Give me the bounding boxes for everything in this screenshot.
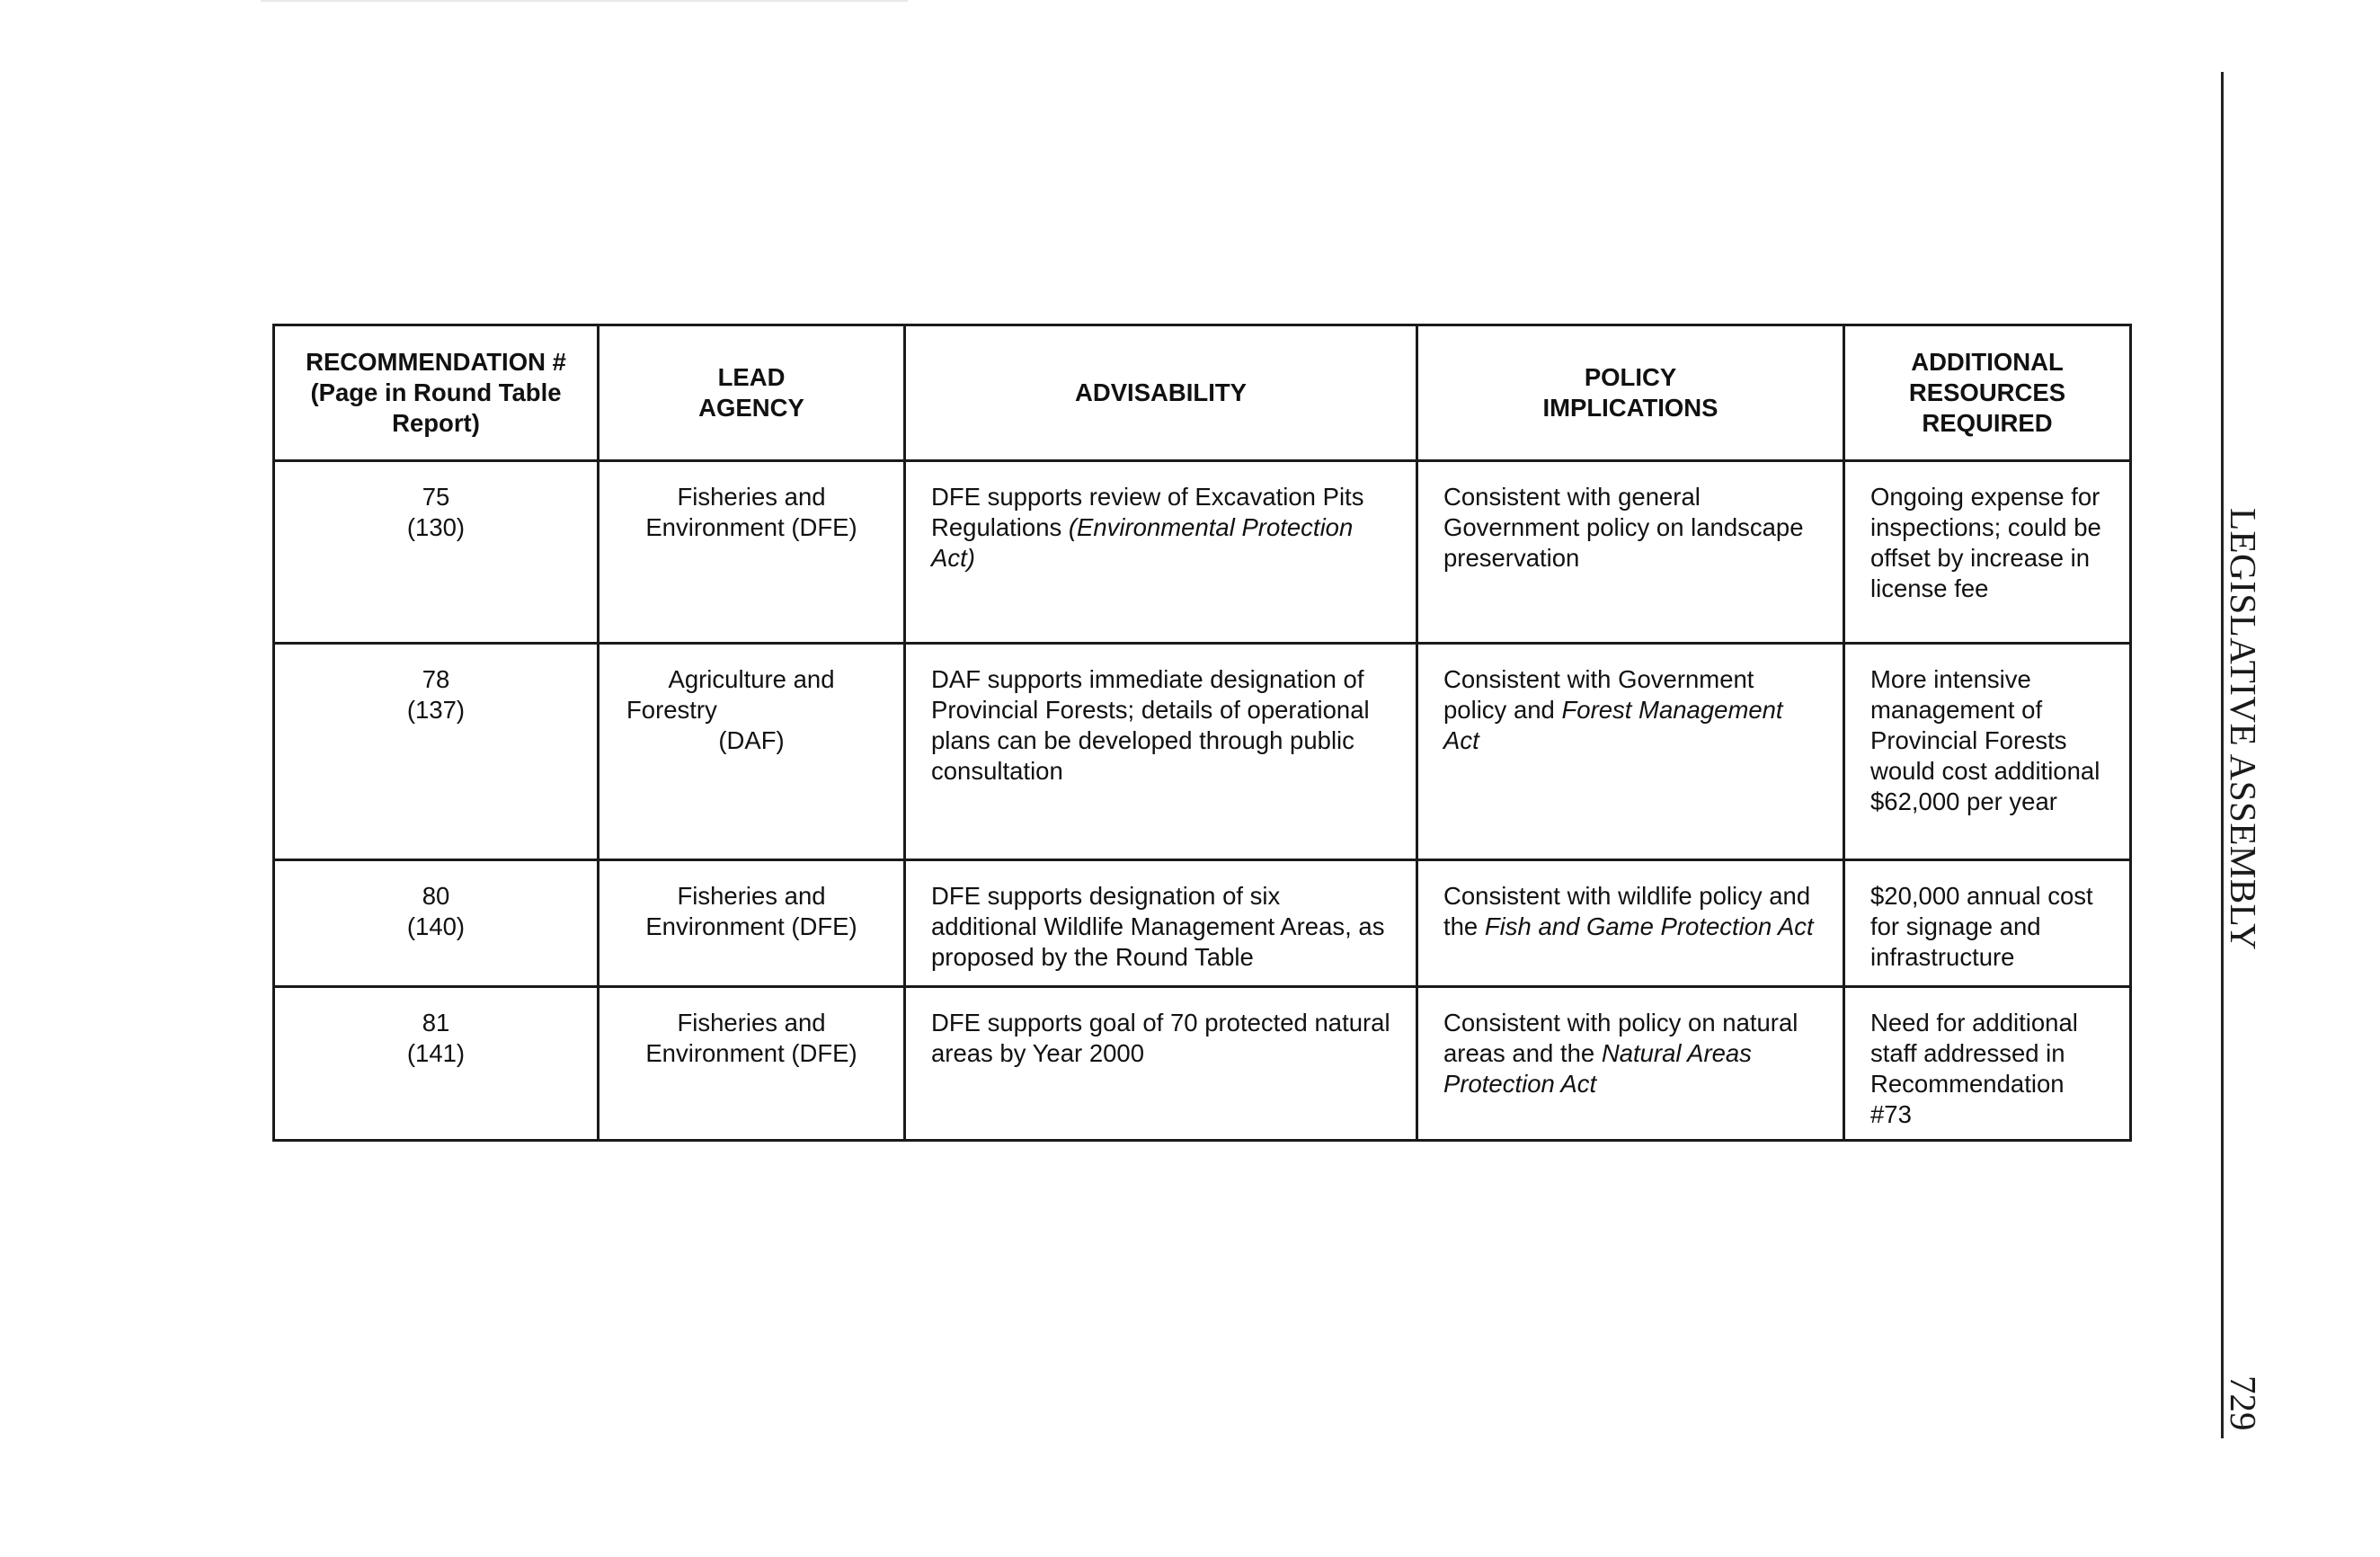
recommendation-number: 75 [422, 483, 450, 511]
resources-cell [1844, 461, 2131, 644]
recommendation-page: (140) [406, 912, 466, 940]
recommendation-number: 78 [422, 665, 450, 693]
policy-cell [1417, 860, 1844, 987]
header-line: (Page in Round Table [310, 378, 562, 406]
header-line: RECOMMENDATION # [306, 348, 566, 376]
recommendation-page: (141) [406, 1039, 466, 1067]
lead-agency-cell [599, 987, 905, 1141]
page-number: 729 [2223, 1375, 2264, 1431]
policy-cell [1417, 644, 1844, 860]
header-line: ADVISABILITY [1075, 378, 1247, 406]
agency-line: Agriculture and [668, 665, 835, 693]
policy-text: Consistent with policy on natural areas and the [1443, 1009, 1798, 1067]
policy-act: Forest Management Act [1443, 696, 1783, 754]
advisability-cell [905, 644, 1417, 860]
advisability-cell [905, 987, 1417, 1141]
header-line: IMPLICATIONS [1542, 394, 1718, 422]
policy-cell [1417, 461, 1844, 644]
lead-agency-cell [599, 461, 905, 644]
lead-agency-cell [599, 860, 905, 987]
advisability-cell [905, 461, 1417, 644]
recommendation-cell [274, 644, 599, 860]
agency-line: Environment (DFE) [645, 912, 857, 940]
recommendation-number: 80 [422, 882, 450, 910]
recommendation-page: (137) [406, 696, 466, 724]
policy-text: Consistent with Government policy and [1443, 665, 1754, 724]
recommendations-table [272, 324, 2132, 1142]
header-additional-resources [1844, 325, 2131, 461]
lead-agency-cell [599, 644, 905, 860]
resources-text: Need for additional staff addressed in Recommendation #73 [1870, 1009, 2078, 1128]
policy-act: Fish and Game Protection Act [1484, 912, 1814, 940]
scan-edge-mark [261, 0, 908, 2]
table-row [274, 987, 2131, 1141]
header-line: ADDITIONAL [1911, 348, 2064, 376]
recommendation-cell [274, 987, 599, 1141]
resources-text: More intensive management of Provincial Forests would cost additional $62,000 per year [1870, 665, 2100, 815]
agency-line: Fisheries and [677, 1009, 826, 1037]
advisability-text: DAF supports immediate designation of Provincial Forests; details of operational plans can be developed through public consultation [931, 665, 1370, 785]
resources-text: Ongoing expense for inspections; could be offset by increase in license fee [1870, 483, 2101, 602]
table-row [274, 644, 2131, 860]
advisability-cell [905, 860, 1417, 987]
policy-act: Natural Areas Protection Act [1443, 1039, 1752, 1098]
agency-line: Environment (DFE) [645, 1039, 857, 1067]
header-policy-implications [1417, 325, 1844, 461]
header-line: AGENCY [698, 394, 804, 422]
resources-cell [1844, 860, 2131, 987]
recommendation-cell [274, 461, 599, 644]
resources-text: $20,000 annual cost for signage and infrastructure [1870, 882, 2093, 971]
header-line: Report) [392, 409, 480, 437]
recommendation-number: 81 [422, 1009, 450, 1037]
header-line: LEAD [717, 363, 786, 391]
agency-line: Forestry [626, 696, 717, 724]
agency-line: Fisheries and [677, 882, 826, 910]
policy-text: Consistent with general Government policy on landscape preservation [1443, 483, 1804, 572]
header-line: RESOURCES [1908, 378, 2066, 406]
header-lead-agency [599, 325, 905, 461]
header-recommendation [274, 325, 599, 461]
agency-line: Fisheries and [677, 483, 826, 511]
table-row [274, 461, 2131, 644]
table-header-row [274, 325, 2131, 461]
agency-line: (DAF) [718, 726, 785, 754]
advisability-act: (Environmental Protection Act) [931, 513, 1354, 572]
policy-text: Consistent with wildlife policy and the [1443, 882, 1811, 940]
advisability-text: DFE supports goal of 70 protected natural areas by Year 2000 [931, 1009, 1390, 1067]
header-line: POLICY [1584, 363, 1677, 391]
header-line: REQUIRED [1922, 409, 2053, 437]
recommendation-page: (130) [406, 513, 466, 541]
resources-cell [1844, 987, 2131, 1141]
policy-cell [1417, 987, 1844, 1141]
running-head: LEGISLATIVE ASSEMBLY [2223, 508, 2264, 951]
resources-cell [1844, 644, 2131, 860]
table-row [274, 860, 2131, 987]
header-advisability [905, 325, 1417, 461]
recommendation-cell [274, 860, 599, 987]
advisability-text: DFE supports designation of six additional Wildlife Management Areas, as proposed by the Round Table [931, 882, 1385, 971]
agency-line: Environment (DFE) [645, 513, 857, 541]
advisability-text: DFE supports review of Excavation Pits Regulations [931, 483, 1364, 541]
